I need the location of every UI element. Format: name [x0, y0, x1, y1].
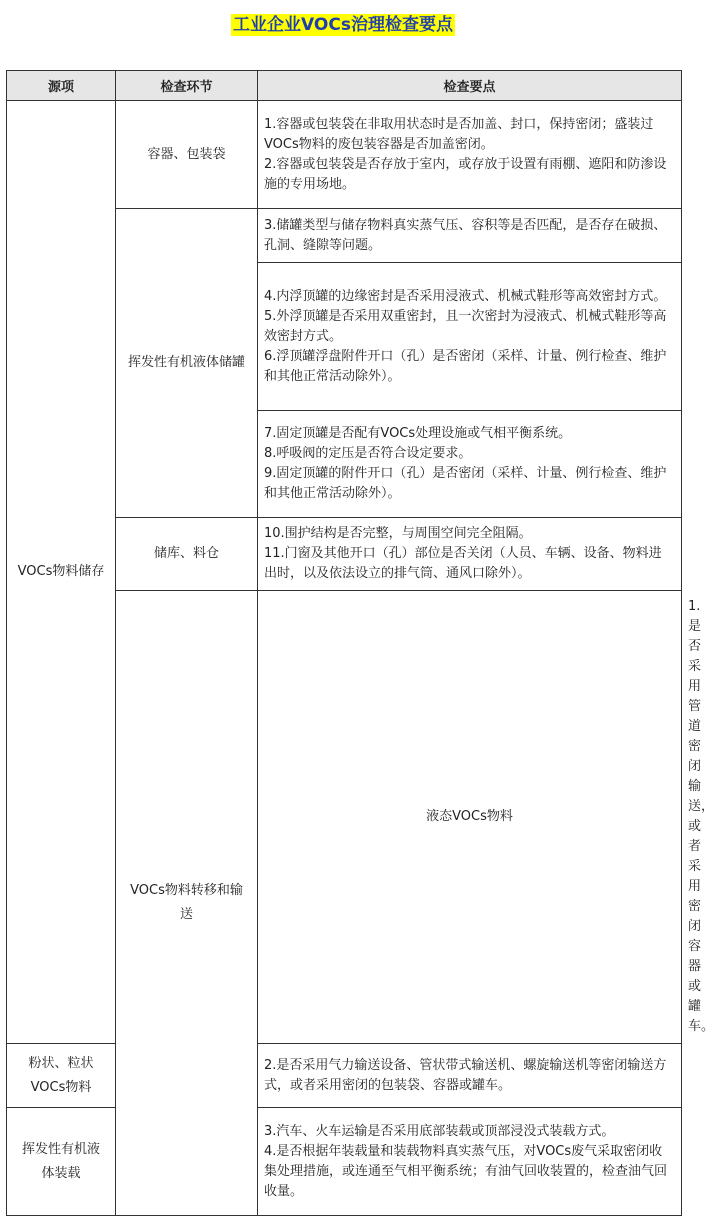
points-cell: [258, 518, 682, 591]
title-wrap: [0, 14, 686, 36]
step-cell: 容器、包装袋: [116, 101, 258, 209]
points-cell: [258, 411, 682, 518]
step-cell: 挥发性有机液体储罐: [116, 209, 258, 518]
check-point: 5.外浮顶罐是否采用双重密封，且一次密封为浸液式、机械式鞋形等高效密封方式。: [264, 308, 667, 344]
step-cell: 液态VOCs物料: [258, 591, 682, 1044]
inspection-table: [6, 70, 714, 1216]
table-row: [7, 1108, 682, 1216]
check-point: 8.呼吸阀的定压是否符合设定要求。: [264, 446, 472, 461]
points-cell: [258, 1044, 682, 1108]
check-point: 10.围护结构是否完整，与周围空间完全阻隔。: [264, 526, 532, 541]
check-point: 2.容器或包装袋是否存放于室内，或存放于设置有雨棚、遮阳和防渗设施的专用场地。: [264, 156, 667, 192]
check-point: 11.门窗及其他开口（孔）部位是否关闭（人员、车辆、设备、物料进出时，以及依法设立的排气筒、通风口除外）。: [264, 546, 662, 581]
header-step: 检查环节: [116, 71, 258, 101]
check-point: 2.是否采用气力输送设备、管状带式输送机、螺旋输送机等密闭输送方式，或者采用密闭的包装袋、容器或罐车。: [264, 1057, 667, 1093]
check-point: 1.容器或包装袋在非取用状态时是否加盖、封口，保持密闭；盛装过VOCs物料的废包装容器是否加盖密闭。: [264, 116, 654, 152]
step-cell: 粉状、粒状VOCs物料: [7, 1044, 116, 1108]
table-header-row: [7, 71, 682, 101]
table-row: [7, 101, 682, 209]
check-point: 6.浮顶罐浮盘附件开口（孔）是否密闭（采样、计量、例行检查、维护和其他正常活动除外）。: [264, 348, 667, 384]
check-point: 4.内浮顶罐的边缘密封是否采用浸液式、机械式鞋形等高效密封方式。: [264, 288, 667, 304]
table-row: VOCs物料转移和输送 液态VOCs物料 1.是否采用管道密闭输送，或者采用密闭容器或罐车。: [7, 591, 682, 1044]
points-cell: [258, 263, 682, 411]
check-point: 7.固定顶罐是否配有VOCs处理设施或气相平衡系统。: [264, 426, 572, 441]
check-point: 3.储罐类型与储存物料真实蒸气压、容积等是否匹配，是否存在破损、孔洞、缝隙等问题。: [264, 217, 667, 253]
header-source: 源项: [7, 71, 116, 101]
step-cell: 储库、料仓: [116, 518, 258, 591]
source-cell: VOCs物料转移和输送: [116, 591, 258, 1216]
step-cell: 挥发性有机液体装载: [7, 1108, 116, 1216]
source-cell: VOCs物料储存: [7, 101, 116, 1044]
points-cell: [258, 209, 682, 263]
check-point: 4.是否根据年装载量和装载物料真实蒸气压，对VOCs废气采取密闭收集处理措施，或连通至气相平衡系统；有油气回收装置的，检查油气回收量。: [264, 1143, 668, 1199]
points-cell: [258, 101, 682, 209]
page-title: 工业企业VOCs治理检查要点: [233, 15, 453, 35]
check-point: 9.固定顶罐的附件开口（孔）是否密闭（采样、计量、例行检查、维护和其他正常活动除外）。: [264, 466, 667, 501]
header-points: 检查要点: [258, 71, 682, 101]
check-point: 3.汽车、火车运输是否采用底部装载或顶部浸没式装载方式。: [264, 1123, 615, 1139]
points-cell: [258, 1108, 682, 1216]
table-row: [7, 1044, 682, 1108]
